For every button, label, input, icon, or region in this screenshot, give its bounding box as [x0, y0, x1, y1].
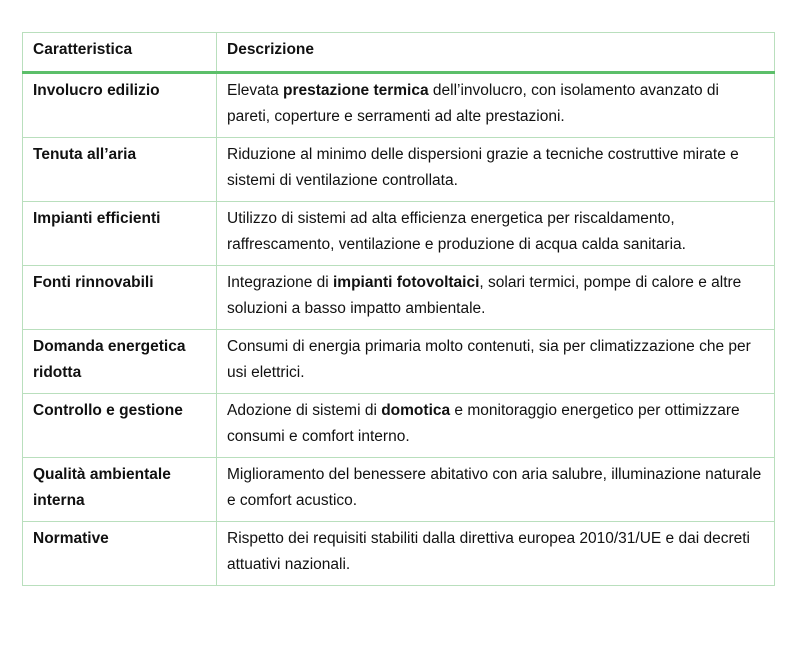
- description-emphasis: prestazione termica: [283, 82, 429, 99]
- table-row: [23, 458, 775, 522]
- description-cell: [217, 266, 775, 330]
- description-text: Miglioramento del benessere abitativo con aria salubre, illuminazione naturale e comfort acustico.: [227, 466, 762, 509]
- description-text: dell’involucro, con isolamento avanzato di pareti, coperture e serramenti ad alte prestazioni.: [227, 82, 719, 125]
- table-row: [23, 394, 775, 458]
- table-header-row: [23, 33, 775, 73]
- description-text: Utilizzo di sistemi ad alta efficienza energetica per riscaldamento, raffrescamento, ventilazione e produzione di acqua calda sanitaria.: [227, 210, 686, 253]
- description-text: Adozione di sistemi di: [227, 402, 382, 419]
- header-caratteristica: Caratteristica: [23, 33, 217, 73]
- header-descrizione: Descrizione: [217, 33, 775, 73]
- features-table: [22, 32, 775, 586]
- description-text: Riduzione al minimo delle dispersioni grazie a tecniche costruttive mirate e sistemi di ventilazione controllata.: [227, 146, 739, 189]
- description-text: Elevata: [227, 82, 284, 99]
- description-emphasis: domotica: [381, 402, 451, 419]
- table-row: [23, 522, 775, 586]
- description-text: Rispetto dei requisiti stabiliti dalla direttiva europea 2010/31/UE e dai decreti attuativi nazionali.: [227, 530, 750, 573]
- description-cell: [217, 202, 775, 266]
- description-cell: [217, 330, 775, 394]
- table-row: [23, 266, 775, 330]
- table-row: [23, 330, 775, 394]
- description-text: Integrazione di: [227, 274, 333, 291]
- description-emphasis: impianti fotovoltaici: [333, 274, 480, 291]
- feature-cell: Domanda energetica ridotta: [23, 330, 217, 394]
- description-cell: [217, 73, 775, 138]
- feature-cell: Controllo e gestione: [23, 394, 217, 458]
- table-row: [23, 73, 775, 138]
- description-cell: [217, 394, 775, 458]
- feature-cell: Impianti efficienti: [23, 202, 217, 266]
- feature-cell: Qualità ambientale interna: [23, 458, 217, 522]
- feature-cell: Involucro edilizio: [23, 73, 217, 138]
- description-text: Consumi di energia primaria molto contenuti, sia per climatizzazione che per usi elettrici.: [227, 338, 751, 381]
- description-text: e monitoraggio energetico per ottimizzare consumi e comfort interno.: [227, 402, 740, 445]
- table-body: [23, 73, 775, 586]
- description-cell: [217, 138, 775, 202]
- description-text: , solari termici, pompe di calore e altre soluzioni a basso impatto ambientale.: [227, 274, 742, 317]
- feature-cell: Fonti rinnovabili: [23, 266, 217, 330]
- table-row: [23, 138, 775, 202]
- table-row: [23, 202, 775, 266]
- description-cell: [217, 522, 775, 586]
- feature-cell: Normative: [23, 522, 217, 586]
- feature-cell: Tenuta all’aria: [23, 138, 217, 202]
- description-cell: [217, 458, 775, 522]
